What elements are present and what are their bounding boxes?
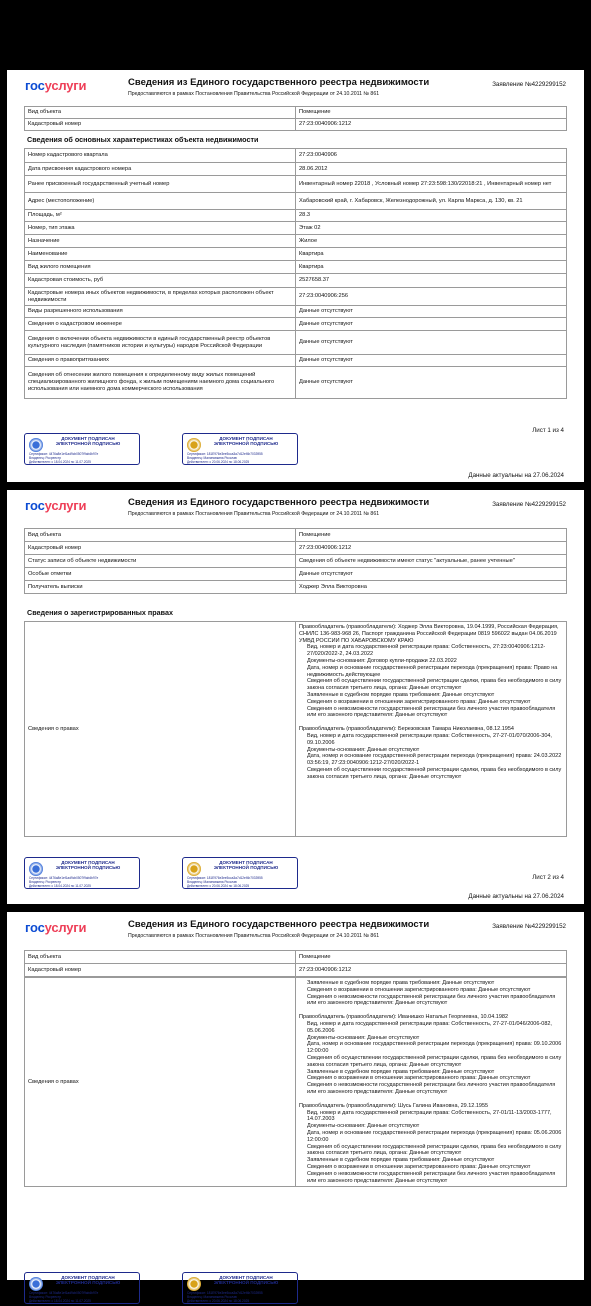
table-row <box>25 951 567 964</box>
data-actual-date: Данные актуальны на 27.06.2024 <box>468 893 564 900</box>
table-row <box>25 119 567 131</box>
row-label: Площадь, м² <box>25 210 296 222</box>
stamp-cert: Сертификат: 181E976e3ee5cca3a7d12ef4b7033955 <box>187 1291 263 1295</box>
document-page-3 <box>7 912 584 1303</box>
table-row <box>25 306 567 318</box>
rights-line: Документы-основания: Данные отсутствуют <box>307 1034 420 1041</box>
gosuslugi-logo: госуслуги <box>25 78 87 93</box>
row-label: Кадастровый номер <box>25 964 296 977</box>
gosuslugi-logo: госуслуги <box>25 498 87 513</box>
table-row <box>25 318 567 331</box>
stamp-cert: Сертификат: 181E976e3ee5cca3a7d12ef4b7033955 <box>187 876 263 880</box>
rights-line: Заявленные в судебном порядке права требования: Данные отсутствуют <box>307 691 495 698</box>
stamp-title: ДОКУМЕНТ ПОДПИСАН ЭЛЕКТРОННОЙ ПОДПИСЬЮ <box>213 436 279 446</box>
stamp-title: ДОКУМЕНТ ПОДПИСАН ЭЛЕКТРОННОЙ ПОДПИСЬЮ <box>55 1275 121 1285</box>
rights-line: Сведения о невозможности государственной регистрации без личного участия правообладателя или его законного представителя: Данные отсутствуют <box>307 1170 556 1184</box>
rights-label: Сведения о правах <box>25 978 296 1187</box>
row-label: Вид объекта <box>25 951 296 964</box>
row-value: Помещение <box>296 529 567 542</box>
coat-of-arms-icon <box>29 862 43 876</box>
rights-content <box>296 978 567 1187</box>
rights-line: Сведения о невозможности государственной регистрации без личного участия правообладателя или его законного представителя: Данные отсутствуют <box>307 993 556 1007</box>
stamp-valid: Действителен: с 20.06.2024 по 18.06.2025 <box>187 1298 250 1303</box>
stamp-details <box>187 453 263 464</box>
signature-stamps <box>24 857 279 891</box>
table-row <box>25 235 567 248</box>
rights-line: Вид, номер и дата государственной регистрации права: Собственность, 27-27-01/070/2006-304, 09.10.2006 <box>307 732 552 746</box>
document-page-1 <box>7 70 584 482</box>
row-label: Вид объекта <box>25 107 296 119</box>
stamp-details <box>187 1292 263 1303</box>
row-value: Помещение <box>296 951 567 964</box>
row-value: 2527658.37 <box>296 274 567 288</box>
rights-line: Сведения об осуществлении государственной регистрации сделки, права без необходимого в силу закона согласия третьего лица, органа: Данные отсутствуют <box>307 766 562 780</box>
e-signature-stamp <box>182 857 298 889</box>
table-row <box>25 288 567 306</box>
stamp-cert: Сертификат: 4476a8e1ef1ad9cb0507f9ab4b97e <box>29 1291 99 1295</box>
data-actual-date: Данные актуальны на 27.06.2024 <box>468 472 564 479</box>
table-row <box>25 248 567 261</box>
stamp-details <box>29 877 98 888</box>
rights-line: Дата, номер и основание государственной регистрации перехода (прекращения) права: 09.10.2006 12:00:00 <box>307 1041 562 1055</box>
table-row <box>25 555 567 568</box>
row-value: Жилое <box>296 235 567 248</box>
rights-line: Сведения об осуществлении государственной регистрации сделки, права без необходимого в силу закона согласия третьего лица, органа: Данные отсутствуют <box>307 1054 562 1068</box>
rights-line: Вид, номер и дата государственной регистрации права: Собственность, 27:23:0040906:1212-27/020/2022-2, 24.03.2022 <box>307 644 546 658</box>
table-row <box>25 193 567 210</box>
row-label: Дата присвоения кадастрового номера <box>25 163 296 176</box>
table-row <box>25 149 567 163</box>
row-value: Квартира <box>296 261 567 274</box>
e-signature-stamp <box>182 1272 298 1304</box>
row-value: 28.3 <box>296 210 567 222</box>
row-label: Вид объекта <box>25 529 296 542</box>
table-row <box>25 261 567 274</box>
row-value: Помещение <box>296 107 567 119</box>
row-value: Хабаровский край, г. Хабаровск, Железнодорожный, ул. Карла Маркса, д. 130, кв. 21 <box>296 193 567 210</box>
rights-line: Правообладатель (правообладатели): Ходжер Элла Викторовна, 19.04.1999, Российская Федерация, СНИЛС 136-983-968 26, Паспорт гражданина Российской Федерации 0819 596022 выдан 04.06.2019 УМВД РОССИИ ПО ХАБАРОВСКОМУ КРАЮ <box>299 624 559 644</box>
row-label: Номер, тип этажа <box>25 222 296 235</box>
rights-line: Документы-основания: Данные отсутствуют <box>307 746 420 753</box>
rights-line: Дата, номер и основание государственной регистрации перехода (прекращения) права: 24.03.2022 03:56:19, 27:23:0040906:1212-27/020/2022-1 <box>307 753 562 767</box>
table-row <box>25 355 567 367</box>
rights-line: Сведения об осуществлении государственной регистрации сделки, права без необходимого в силу закона согласия третьего лица, органа: Данные отсутствуют <box>307 678 562 692</box>
row-label: Статус записи об объекте недвижимости <box>25 555 296 568</box>
row-label: Назначение <box>25 235 296 248</box>
row-label: Сведения об отнесении жилого помещения к определенному виду жилых помещений специализированного жилищного фонда, к жилым помещениям наемного дома социального использования или наемного дома коммерческого использования <box>25 367 296 399</box>
coat-of-arms-icon <box>187 862 201 876</box>
document-page-2 <box>7 490 584 904</box>
row-label: Сведения о кадастровом инженере <box>25 318 296 331</box>
row-value: 27:23:0040906:1212 <box>296 119 567 131</box>
stamp-valid: Действителен: с 18.04.2024 по 11.07.2025 <box>29 1298 91 1303</box>
page-header <box>7 490 584 526</box>
row-label: Виды разрешенного использования <box>25 306 296 318</box>
stamp-cert: Сертификат: 4476a8e1ef1ad9cb0507f9ab4b97e <box>29 452 99 456</box>
rights-table <box>24 621 567 837</box>
signature-stamps <box>24 433 279 467</box>
stamp-details <box>29 1292 98 1303</box>
coat-of-arms-icon <box>29 1277 43 1291</box>
row-value: Квартира <box>296 248 567 261</box>
rights-spacer <box>299 1007 563 1014</box>
rights-line: Сведения о возражении в отношении зарегистрированного права: Данные отсутствуют <box>307 1163 531 1170</box>
table-row <box>25 581 567 594</box>
row-value: 27:23:0040906:1212 <box>296 964 567 977</box>
rights-line: Сведения о невозможности государственной регистрации без личного участия правообладателя или его законного представителя: Данные отсутствуют <box>307 1082 556 1095</box>
page-header <box>7 70 584 106</box>
rights-line: Сведения о возражении в отношении зарегистрированного права: Данные отсутствуют <box>307 986 531 993</box>
table-row <box>25 964 567 977</box>
row-label: Особые отметки <box>25 568 296 581</box>
stamp-owner: Владелец: Малиновкина Росслав <box>187 1294 237 1299</box>
e-signature-stamp <box>24 857 140 889</box>
table-row <box>25 331 567 355</box>
rights-label: Сведения о правах <box>25 622 296 837</box>
rights-line: Сведения о возражении в отношении зарегистрированного права: Данные отсутствуют <box>307 1075 531 1082</box>
rights-line: Дата, номер и основание государственной регистрации перехода (прекращения) права: 05.06.2006 12:00:00 <box>307 1129 562 1143</box>
stamp-owner: Владелец: Росреестр <box>29 879 62 884</box>
row-label: Вид жилого помещения <box>25 261 296 274</box>
rights-line: Правообладатель (правообладатели): Шусь Галина Ивановна, 29.12.1955 <box>299 1102 489 1109</box>
rights-line: Правообладатель (правообладатели): Березовская Тамара Николаевна, 08.12.1954 <box>299 726 514 733</box>
table-row <box>25 176 567 193</box>
gosuslugi-logo: госуслуги <box>25 920 87 935</box>
stamp-owner: Владелец: Росреестр <box>29 455 62 460</box>
sheet-number: Лист 2 из 4 <box>532 874 564 881</box>
row-label: Кадастровые номера иных объектов недвижимости, в пределах которых расположен объект недвижимости <box>25 288 296 306</box>
coat-of-arms-icon <box>29 438 43 452</box>
rights-line: Заявленные в судебном порядке права требования: Данные отсутствуют <box>307 980 495 986</box>
sheet-number: Лист 1 из 4 <box>532 427 564 434</box>
rights-spacer <box>299 1096 563 1103</box>
stamp-cert: Сертификат: 181E976e3ee5cca3a7d12ef4b7033955 <box>187 452 263 456</box>
row-value: Инвентарный номер 22018 , Условный номер 27:23:598:130/22018:21 , Инвентарный номер нет <box>296 176 567 193</box>
section-title: Сведения о зарегистрированных правах <box>27 608 173 617</box>
stamp-valid: Действителен: с 18.04.2024 по 11.07.2025 <box>29 459 91 464</box>
table-row <box>25 274 567 288</box>
page-header <box>7 912 584 948</box>
page-subtitle: Предоставляются в рамках Постановления Правительства Российской Федерации от 24.10.2011 № 861 <box>128 91 380 97</box>
e-signature-stamp <box>182 433 298 465</box>
row-value: 27:23:0040906 <box>296 149 567 163</box>
row-label: Получатель выписки <box>25 581 296 594</box>
rights-line: Вид, номер и дата государственной регистрации права: Собственность, 27-01/11-13/2003-1777, 14.07.2003 <box>307 1109 552 1123</box>
table-row <box>25 210 567 222</box>
stamp-valid: Действителен: с 18.04.2024 по 11.07.2025 <box>29 883 91 888</box>
rights-line: Дата, номер и основание государственной регистрации перехода (прекращения) права: Право на недвижимость действующее <box>307 664 558 678</box>
row-label: Адрес (местоположение) <box>25 193 296 210</box>
row-label: Наименование <box>25 248 296 261</box>
page-title: Сведения из Единого государственного реестра недвижимости <box>128 77 430 88</box>
rights-line: Заявленные в судебном порядке права требования: Данные отсутствуют <box>307 1068 495 1075</box>
request-number: Заявление №4229299152 <box>492 923 566 930</box>
row-value: 27:23:0040906:1212 <box>296 542 567 555</box>
row-label: Сведения о правопритязаниях <box>25 355 296 367</box>
row-label: Ранее присвоенный государственный учетный номер <box>25 176 296 193</box>
rights-content <box>296 622 567 837</box>
stamp-title: ДОКУМЕНТ ПОДПИСАН ЭЛЕКТРОННОЙ ПОДПИСЬЮ <box>213 860 279 870</box>
request-number: Заявление №4229299152 <box>492 501 566 508</box>
rights-line: Сведения об осуществлении государственной регистрации сделки, права без необходимого в силу закона согласия третьего лица, органа: Данные отсутствуют <box>307 1143 562 1157</box>
row-value: 27:23:0040906:256 <box>296 288 567 306</box>
row-value: Данные отсутствуют <box>296 568 567 581</box>
stamp-owner: Владелец: Малиновкина Росслав <box>187 879 237 884</box>
row-value: Данные отсутствуют <box>296 331 567 355</box>
page-title: Сведения из Единого государственного реестра недвижимости <box>128 497 430 508</box>
table-row <box>25 542 567 555</box>
table-row <box>25 163 567 176</box>
object-table <box>24 950 567 977</box>
rights-line: Вид, номер и дата государственной регистрации права: Собственность, 27-27-01/046/2006-082, 05.06.2006 <box>307 1020 552 1034</box>
characteristics-table <box>24 148 567 399</box>
stamp-details <box>187 877 263 888</box>
page-subtitle: Предоставляются в рамках Постановления Правительства Российской Федерации от 24.10.2011 № 861 <box>128 511 380 517</box>
stamp-details <box>29 453 98 464</box>
row-value: Этаж 02 <box>296 222 567 235</box>
rights-table <box>24 977 567 1187</box>
stamp-title: ДОКУМЕНТ ПОДПИСАН ЭЛЕКТРОННОЙ ПОДПИСЬЮ <box>55 436 121 446</box>
request-number: Заявление №4229299152 <box>492 81 566 88</box>
rights-line: Заявленные в судебном порядке права требования: Данные отсутствуют <box>307 1157 495 1164</box>
row-value: Ходжер Элла Викторовна <box>296 581 567 594</box>
row-value: Сведения об объекте недвижимости имеют статус "актуальные, ранее учтенные" <box>296 555 567 568</box>
e-signature-stamp <box>24 1272 140 1304</box>
signature-stamps <box>24 1272 279 1306</box>
rights-line: Сведения о возражении в отношении зарегистрированного права: Данные отсутствуют <box>307 698 531 705</box>
stamp-title: ДОКУМЕНТ ПОДПИСАН ЭЛЕКТРОННОЙ ПОДПИСЬЮ <box>55 860 121 870</box>
row-label: Кадастровый номер <box>25 119 296 131</box>
stamp-cert: Сертификат: 4476a8e1ef1ad9cb0507f9ab4b97e <box>29 876 99 880</box>
table-row <box>25 367 567 399</box>
e-signature-stamp <box>24 433 140 465</box>
table-row <box>25 529 567 542</box>
table-row <box>25 222 567 235</box>
rights-line: Документы-основания: Договор купли-продажи 22.03.2022 <box>307 657 457 664</box>
table-row <box>25 107 567 119</box>
page-subtitle: Предоставляются в рамках Постановления Правительства Российской Федерации от 24.10.2011 № 861 <box>128 933 380 939</box>
table-row <box>25 568 567 581</box>
object-table <box>24 528 567 594</box>
page-title: Сведения из Единого государственного реестра недвижимости <box>128 919 430 930</box>
coat-of-arms-icon <box>187 1277 201 1291</box>
row-value: Данные отсутствуют <box>296 318 567 331</box>
section-title: Сведения об основных характеристиках объекта недвижимости <box>27 135 259 144</box>
rights-line: Документы-основания: Данные отсутствуют <box>307 1123 420 1130</box>
row-value: Данные отсутствуют <box>296 306 567 318</box>
stamp-title: ДОКУМЕНТ ПОДПИСАН ЭЛЕКТРОННОЙ ПОДПИСЬЮ <box>213 1275 279 1285</box>
row-label: Кадастровый номер <box>25 542 296 555</box>
stamp-valid: Действителен: с 20.06.2024 по 18.06.2025 <box>187 883 250 888</box>
row-label: Кадастровая стоимость, руб <box>25 274 296 288</box>
stamp-owner: Владелец: Росреестр <box>29 1294 62 1299</box>
coat-of-arms-icon <box>187 438 201 452</box>
stamp-owner: Владелец: Малиновкина Росслав <box>187 455 237 460</box>
rights-spacer <box>299 719 563 726</box>
rights-line: Сведения о невозможности государственной регистрации без личного участия правообладателя или его законного представителя: Данные отсутствуют <box>307 705 556 719</box>
row-value: Данные отсутствуют <box>296 355 567 367</box>
row-value: Данные отсутствуют <box>296 367 567 399</box>
row-label: Номер кадастрового квартала <box>25 149 296 163</box>
object-table <box>24 106 567 131</box>
row-value: 28.06.2012 <box>296 163 567 176</box>
row-label: Сведения о включении объекта недвижимости в единый государственный реестр объектов культурного наследия (памятников истории и культуры) народов Российской Федерации <box>25 331 296 355</box>
rights-line: Правообладатель (правообладатели): Иванишко Наталья Георгиевна, 10.04.1982 <box>299 1014 509 1021</box>
stamp-valid: Действителен: с 20.06.2024 по 18.06.2025 <box>187 459 250 464</box>
